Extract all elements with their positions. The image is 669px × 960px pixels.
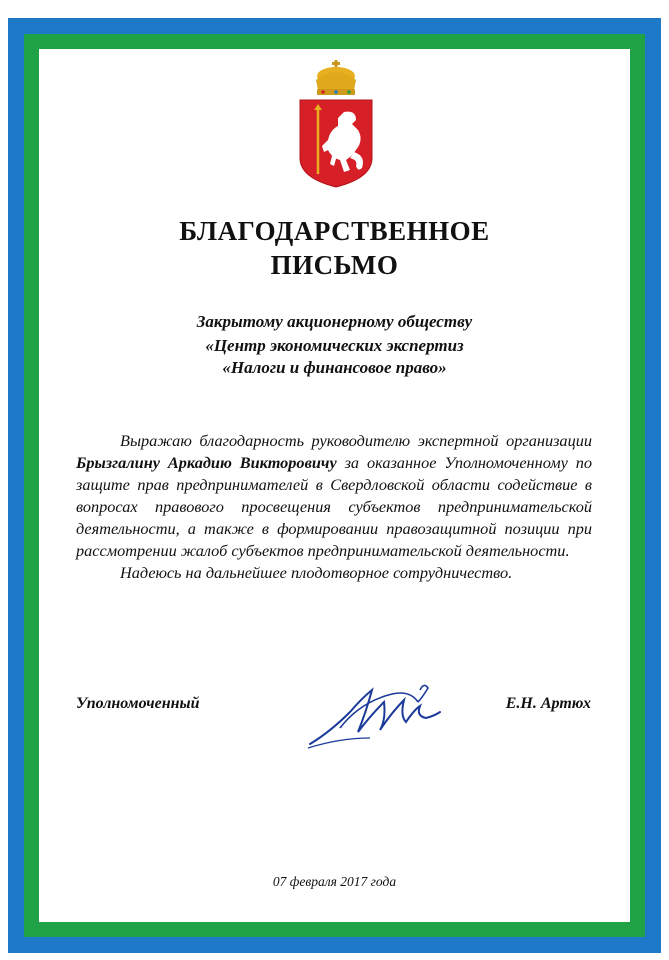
closing-paragraph: Надеюсь на дальнейшее плодотворное сотрудничество. xyxy=(120,563,513,582)
crown-icon xyxy=(316,60,356,95)
body-text-part2: за оказанное Уполномоченному по защите прав предпринимателей в Свердловской области содействие в вопросах правового просвещения субъектов предпринимательской деятельности, а также в формировании правозащитной позиции при рассмотрении жалоб субъектов предпринимательской деятельности. xyxy=(76,453,593,560)
letter-body xyxy=(76,430,592,584)
body-text-part1: Выражаю благодарность руководителю экспертной организации xyxy=(120,431,592,450)
letter-date: 07 февраля 2017 года xyxy=(272,874,397,889)
body-paragraph xyxy=(76,430,592,562)
handwritten-signature xyxy=(300,672,450,754)
title-line-1: БЛАГОДАРСТВЕННОЕ xyxy=(179,216,490,246)
addressee-line-2: «Центр экономических экспертиз xyxy=(205,336,464,355)
title-line-2: ПИСЬМО xyxy=(270,250,399,280)
addressee-line-1: Закрытому акционерному обществу xyxy=(196,312,473,331)
recipient-name: Брызгалину Аркадию Викторовичу xyxy=(76,453,337,472)
signatory-name: Е.Н. Артюх xyxy=(505,695,591,712)
addressee-line-3: «Налоги и финансовое право» xyxy=(222,358,447,377)
signatory-title: Уполномоченный xyxy=(76,695,200,712)
coat-of-arms-icon xyxy=(294,60,378,188)
